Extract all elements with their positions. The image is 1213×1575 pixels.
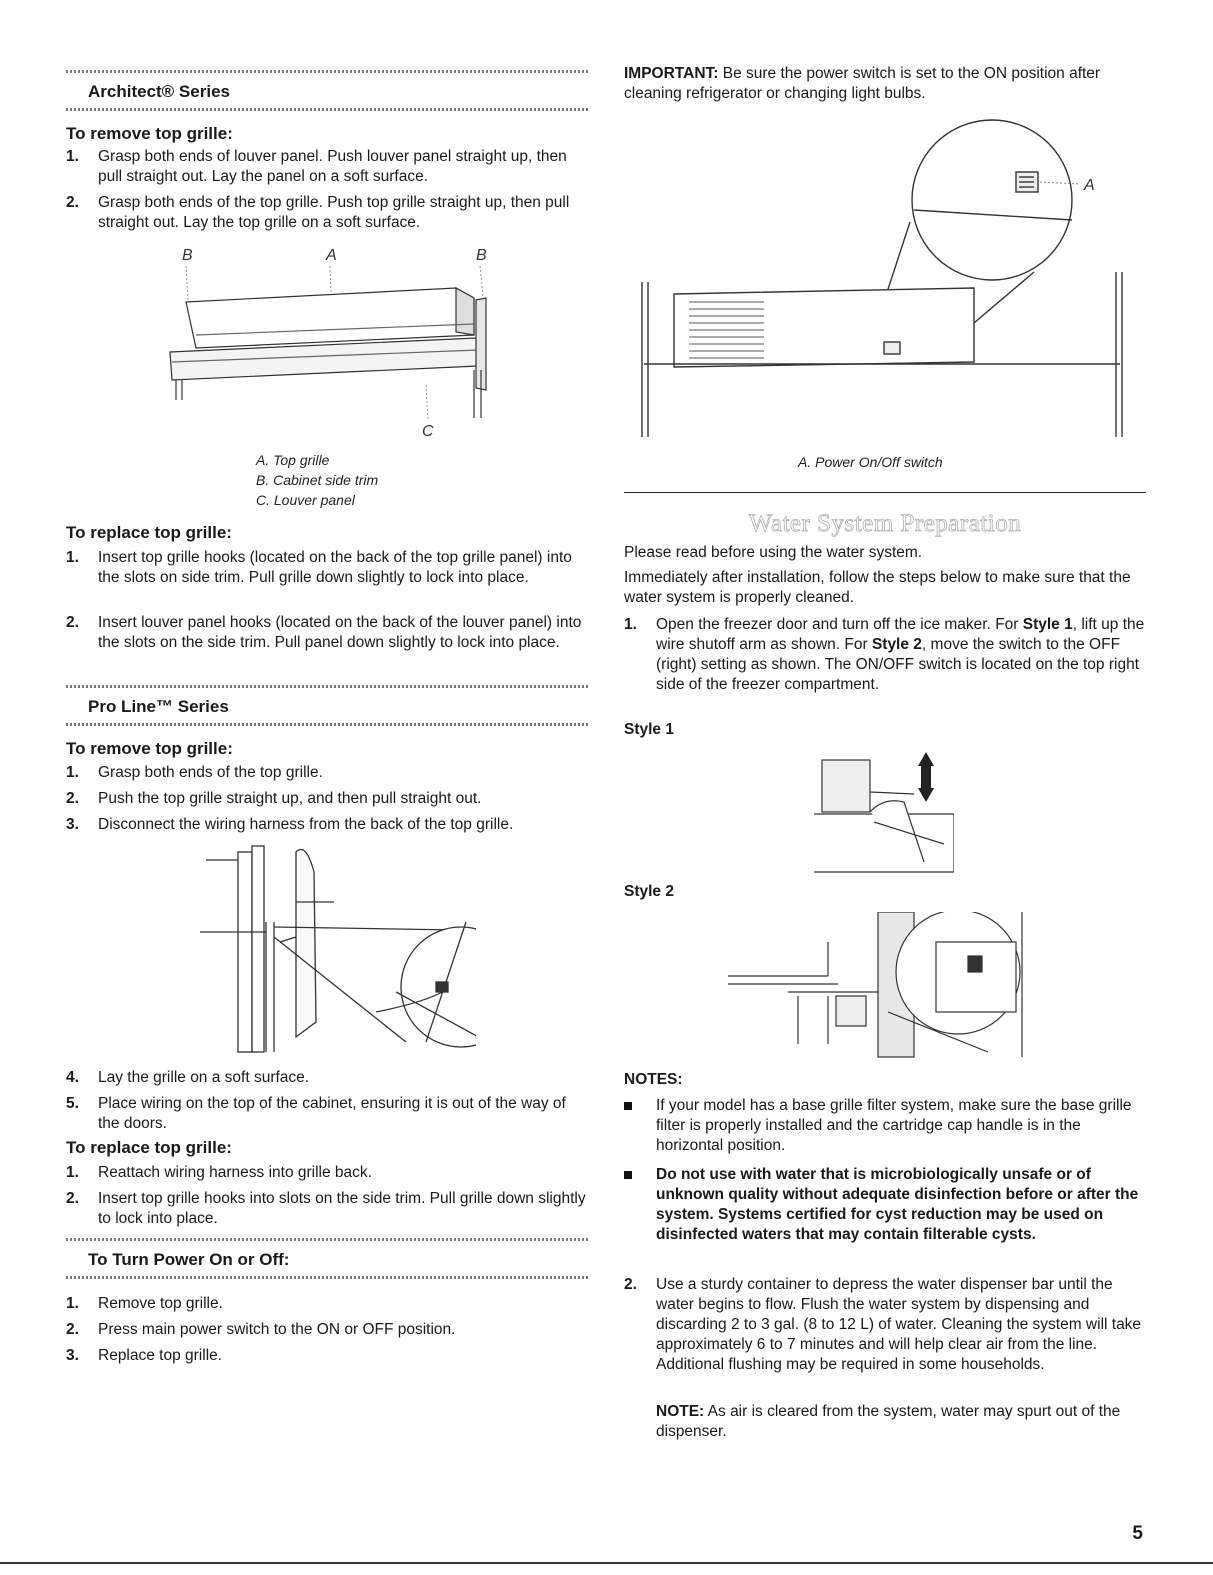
note-bullet-1: If your model has a base grille filter system, make sure the base grille filter is properly installed and the cartridge cap handle is in the horizontal position. xyxy=(624,1096,1146,1156)
dotted-rule xyxy=(66,1238,590,1241)
architect-grille-figure xyxy=(156,240,586,445)
figure-label-c: C xyxy=(422,423,434,440)
proline-remove-heading: To remove top grille: xyxy=(66,739,233,758)
important-notice: IMPORTANT: Be sure the power switch is set to the ON position after cleaning refrigerator or changing light bulbs. xyxy=(624,65,1101,102)
bullet-square-icon xyxy=(624,1102,632,1110)
page-number: 5 xyxy=(1132,1523,1143,1544)
power-switch-figure xyxy=(634,112,1144,442)
caption-louver-panel: C. Louver panel xyxy=(256,492,355,508)
note-bullet-2: Do not use with water that is microbiologically unsafe or of unknown quality without adequate disinfection before or after the system. Systems certified for cyst reduction may be used on disinfected waters that may contain filterable cysts. xyxy=(624,1165,1146,1245)
notes-heading: NOTES: xyxy=(624,1071,683,1088)
water-step-2: 2. Use a sturdy container to depress the water dispenser bar until the water begins to flow. Flush the water system by dispensing and discarding 2 to 3 gal. (8 to 12 L) of water. Cleaning the system will take approximately 6 to 7 minutes and will help clear air from the line. Additional flushing may be required in some households. xyxy=(624,1276,1142,1373)
architect-remove-step-1: 1. Grasp both ends of louver panel. Push louver panel straight up, then pull straight out. Lay the panel on a soft surface. xyxy=(66,148,567,185)
dotted-rule xyxy=(66,1276,590,1279)
power-band xyxy=(66,1238,590,1280)
caption-cabinet-side-trim: B. Cabinet side trim xyxy=(256,472,379,488)
proline-step-5: 5. Place wiring on the top of the cabinet, ensuring it is out of the way of the doors. xyxy=(66,1095,566,1132)
dotted-rule xyxy=(66,70,590,73)
figure-label-b-right: B xyxy=(476,247,487,264)
proline-series-title: Pro Line™ Series xyxy=(88,697,229,716)
bottom-rule xyxy=(0,1562,1213,1564)
water-intro-2: Immediately after installation, follow the steps below to make sure that the water system is properly cleaned. xyxy=(624,569,1131,606)
figure-label-a: A xyxy=(326,247,337,264)
water-system-title: Water System Preparation xyxy=(748,510,1022,537)
bullet-square-icon xyxy=(624,1171,632,1179)
dotted-rule xyxy=(66,685,590,688)
proline-wiring-figure xyxy=(196,842,476,1057)
power-figure-label-a: A xyxy=(1084,177,1095,194)
proline-replace-heading: To replace top grille: xyxy=(66,1138,232,1157)
architect-replace-heading: To replace top grille: xyxy=(66,523,232,542)
proline-remove-step-2: 2. Push the top grille straight up, and then pull straight out. xyxy=(66,790,482,807)
dotted-rule xyxy=(66,108,590,111)
architect-remove-heading: To remove top grille: xyxy=(66,124,233,143)
architect-series-title: Architect® Series xyxy=(88,82,230,101)
power-caption: A. Power On/Off switch xyxy=(798,454,943,470)
proline-replace-step-2: 2. Insert top grille hooks into slots on the side trim. Pull grille down slightly to lock into place. xyxy=(66,1190,586,1227)
proline-step-4: 4. Lay the grille on a soft surface. xyxy=(66,1069,310,1086)
style-1-figure xyxy=(814,752,954,877)
figure-label-b-left: B xyxy=(182,247,193,264)
caption-top-grille: A. Top grille xyxy=(256,452,330,468)
architect-remove-step-2: 2. Grasp both ends of the top grille. Push top grille straight up, then pull straight out. Lay the top grille on a soft surface. xyxy=(66,194,570,231)
water-step-1: 1. Open the freezer door and turn off the ice maker. For Style 1, lift up the wire shutoff arm as shown. For Style 2, move the switch to the OFF (right) setting as shown. The ON/OFF switch is located on the top right side of the freezer compartment. xyxy=(624,616,1145,693)
water-intro-1: Please read before using the water system. xyxy=(624,544,923,561)
power-step-3: 3. Replace top grille. xyxy=(66,1347,223,1364)
power-step-1: 1. Remove top grille. xyxy=(66,1295,223,1312)
style-2-figure xyxy=(728,912,1028,1060)
architect-series-band xyxy=(66,70,590,112)
power-step-2: 2. Press main power switch to the ON or OFF position. xyxy=(66,1321,456,1338)
style-1-label: Style 1 xyxy=(624,721,674,738)
style-2-label: Style 2 xyxy=(624,883,674,900)
dotted-rule xyxy=(66,723,590,726)
section-divider xyxy=(624,492,1146,493)
proline-replace-step-1: 1. Reattach wiring harness into grille back. xyxy=(66,1164,372,1181)
architect-replace-step-1: 1. Insert top grille hooks (located on the back of the top grille panel) into the slots on side trim. Pull grille down slightly to lock into place. xyxy=(66,549,572,586)
power-title: To Turn Power On or Off: xyxy=(88,1250,290,1269)
air-note: NOTE: As air is cleared from the system, water may spurt out of the dispenser. xyxy=(656,1403,1121,1440)
proline-remove-step-3: 3. Disconnect the wiring harness from the back of the top grille. xyxy=(66,816,514,833)
proline-series-band xyxy=(66,685,590,727)
architect-replace-step-2: 2. Insert louver panel hooks (located on the back of the louver panel) into the slots on the side trim. Pull panel down slightly to lock into place. xyxy=(66,614,582,651)
proline-remove-step-1: 1. Grasp both ends of the top grille. xyxy=(66,764,323,781)
